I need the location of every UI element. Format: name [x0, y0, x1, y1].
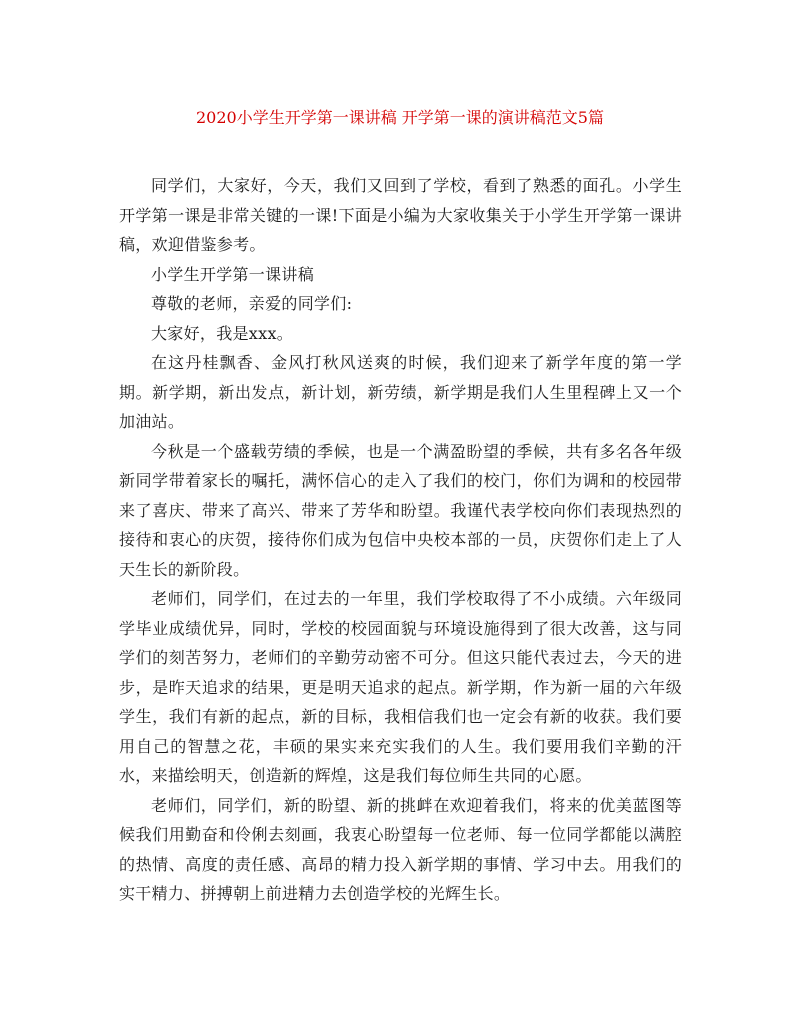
paragraph-intro: 同学们，大家好，今天，我们又回到了学校，看到了熟悉的面孔。小学生开学第一课是非常关键的一课!下面是小编为大家收集关于小学生开学第一课讲稿，欢迎借鉴参考。 [119, 176, 682, 254]
paragraph-welcome: 今秋是一个盛载劳绩的季候，也是一个满盈盼望的季候，共有多名各年级新同学带着家长的嘱托，满怀信心的走入了我们的校门，你们为调和的校园带来了喜庆、带来了高兴、带来了芳华和盼望。我谨代表学校向你们表现热烈的接待和衷心的庆贺，接待你们成为包信中央校本部的一员，庆贺你们走上了人天生长的新阶段。 [119, 441, 682, 579]
paragraph-season: 在这丹桂飘香、金风打秋风送爽的时候，我们迎来了新学年度的第一学期。新学期，新出发点，新计划，新劳绩，新学期是我们人生里程碑上又一个加油站。 [119, 353, 682, 431]
document-title: 2020小学生开学第一课讲稿 开学第一课的演讲稿范文5篇 [196, 108, 604, 127]
paragraph-section-heading: 小学生开学第一课讲稿 [151, 264, 315, 284]
paragraph-closing: 老师们，同学们，新的盼望、新的挑衅在欢迎着我们，将来的优美蓝图等候我们用勤奋和伶俐去刻画，我衷心盼望每一位老师、每一位同学都能以满腔的热情、高度的责任感、高昂的精力投入新学期的事情、学习中去。用我们的实干精力、拼搏朝上前进精力去创造学校的光辉生长。 [119, 795, 682, 903]
paragraph-salutation: 尊敬的老师，亲爱的同学们: [151, 294, 353, 313]
paragraph-greeting: 大家好，我是xxx。 [151, 323, 294, 343]
document-body [119, 171, 682, 909]
paragraph-achievements: 老师们，同学们，在过去的一年里，我们学校取得了不小成绩。六年级同学毕业成绩优异，同时，学校的校园面貌与环境设施得到了很大改善，这与同学们的刻苦努力，老师们的辛勤劳动密不可分。但这只能代表过去，今天的进步，是昨天追求的结果，更是明天追求的起点。新学期，作为新一届的六年级学生，我们有新的起点，新的目标，我相信我们也一定会有新的收获。我们要用自己的智慧之花，丰硕的果实来充实我们的人生。我们要用我们辛勤的汗水，来描绘明天，创造新的辉煌，这是我们每位师生共同的心愿。 [119, 589, 682, 785]
